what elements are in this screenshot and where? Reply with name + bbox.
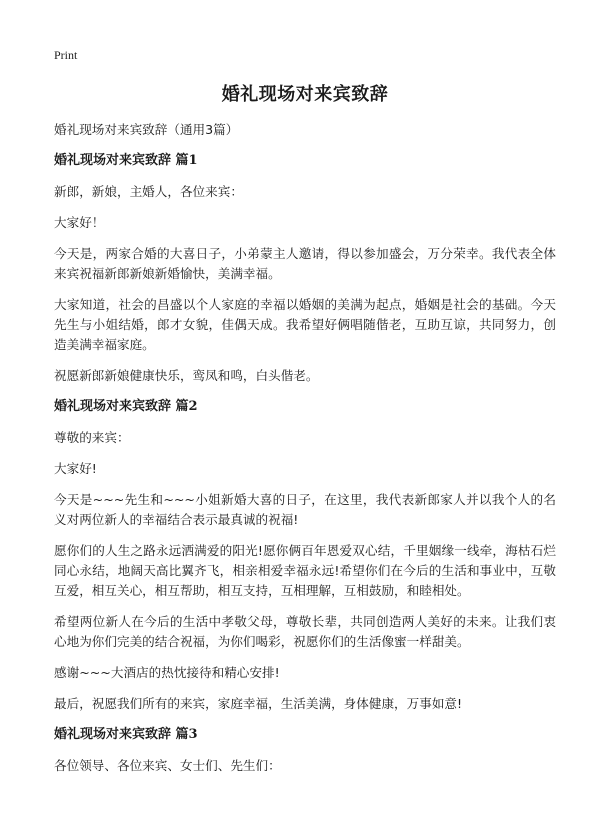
page-title: 婚礼现场对来宾致辞: [221, 84, 389, 105]
section-heading-1: 婚礼现场对来宾致辞 篇1: [54, 153, 198, 168]
paragraph: 尊敬的来宾：: [54, 430, 130, 445]
paragraph: 各位领导、各位来宾、女士们、先生们：: [54, 758, 281, 773]
paragraph: 大家知道，社会的昌盛以个人家庭的幸福以婚姻的美满为起点，婚姻是社会的基础。今天先生与小姐结婚，郎才女貌，佳偶天成。我希望好俩唱随偕老，互助互谅，共同努力，创造美满幸福家庭。: [54, 297, 556, 352]
section-heading-2: 婚礼现场对来宾致辞 篇2: [54, 399, 198, 414]
print-label: Print: [54, 48, 78, 62]
paragraph: 今天是~~~先生和~~~小姐新婚大喜的日子，在这里，我代表新郎家人并以我个人的名义对两位新人的幸福结合表示最真诚的祝福!: [54, 492, 556, 527]
document-body: [54, 120, 556, 787]
paragraph: 新郎，新娘，主婚人，各位来宾：: [54, 184, 243, 199]
document-subtitle: 婚礼现场对来宾致辞（通用3篇）: [54, 122, 239, 137]
section-heading-3: 婚礼现场对来宾致辞 篇3: [54, 727, 198, 742]
paragraph: 感谢~~~大酒店的热忱接待和精心安排!: [54, 665, 280, 680]
paragraph: 今天是，两家合婚的大喜日子，小弟蒙主人邀请，得以参加盛会，万分荣幸。我代表全体来宾祝福新郎新娘新婚愉快，美满幸福。: [54, 246, 556, 281]
paragraph: 愿你们的人生之路永远洒满爱的阳光!愿你俩百年恩爱双心结，千里姻缘一线牵，海枯石烂同心永结，地阔天高比翼齐飞，相亲相爱幸福永远!希望你们在今后的生活和事业中，互敬互爱，相互关心，相互帮助，相互支持，互相理解，互相鼓励，和睦相处。: [54, 543, 556, 598]
paragraph: 大家好！: [54, 215, 105, 230]
paragraph: 大家好!: [54, 461, 97, 476]
paragraph: 最后，祝愿我们所有的来宾，家庭幸福，生活美满，身体健康，万事如意!: [54, 696, 463, 711]
paragraph: 祝愿新郎新娘健康快乐，鸾凤和鸣，白头偕老。: [54, 368, 319, 383]
paragraph: 希望两位新人在今后的生活中孝敬父母，尊敬长辈，共同创造两人美好的未来。让我们衷心地为你们完美的结合祝福，为你们喝彩，祝愿你们的生活像蜜一样甜美。: [54, 614, 556, 649]
